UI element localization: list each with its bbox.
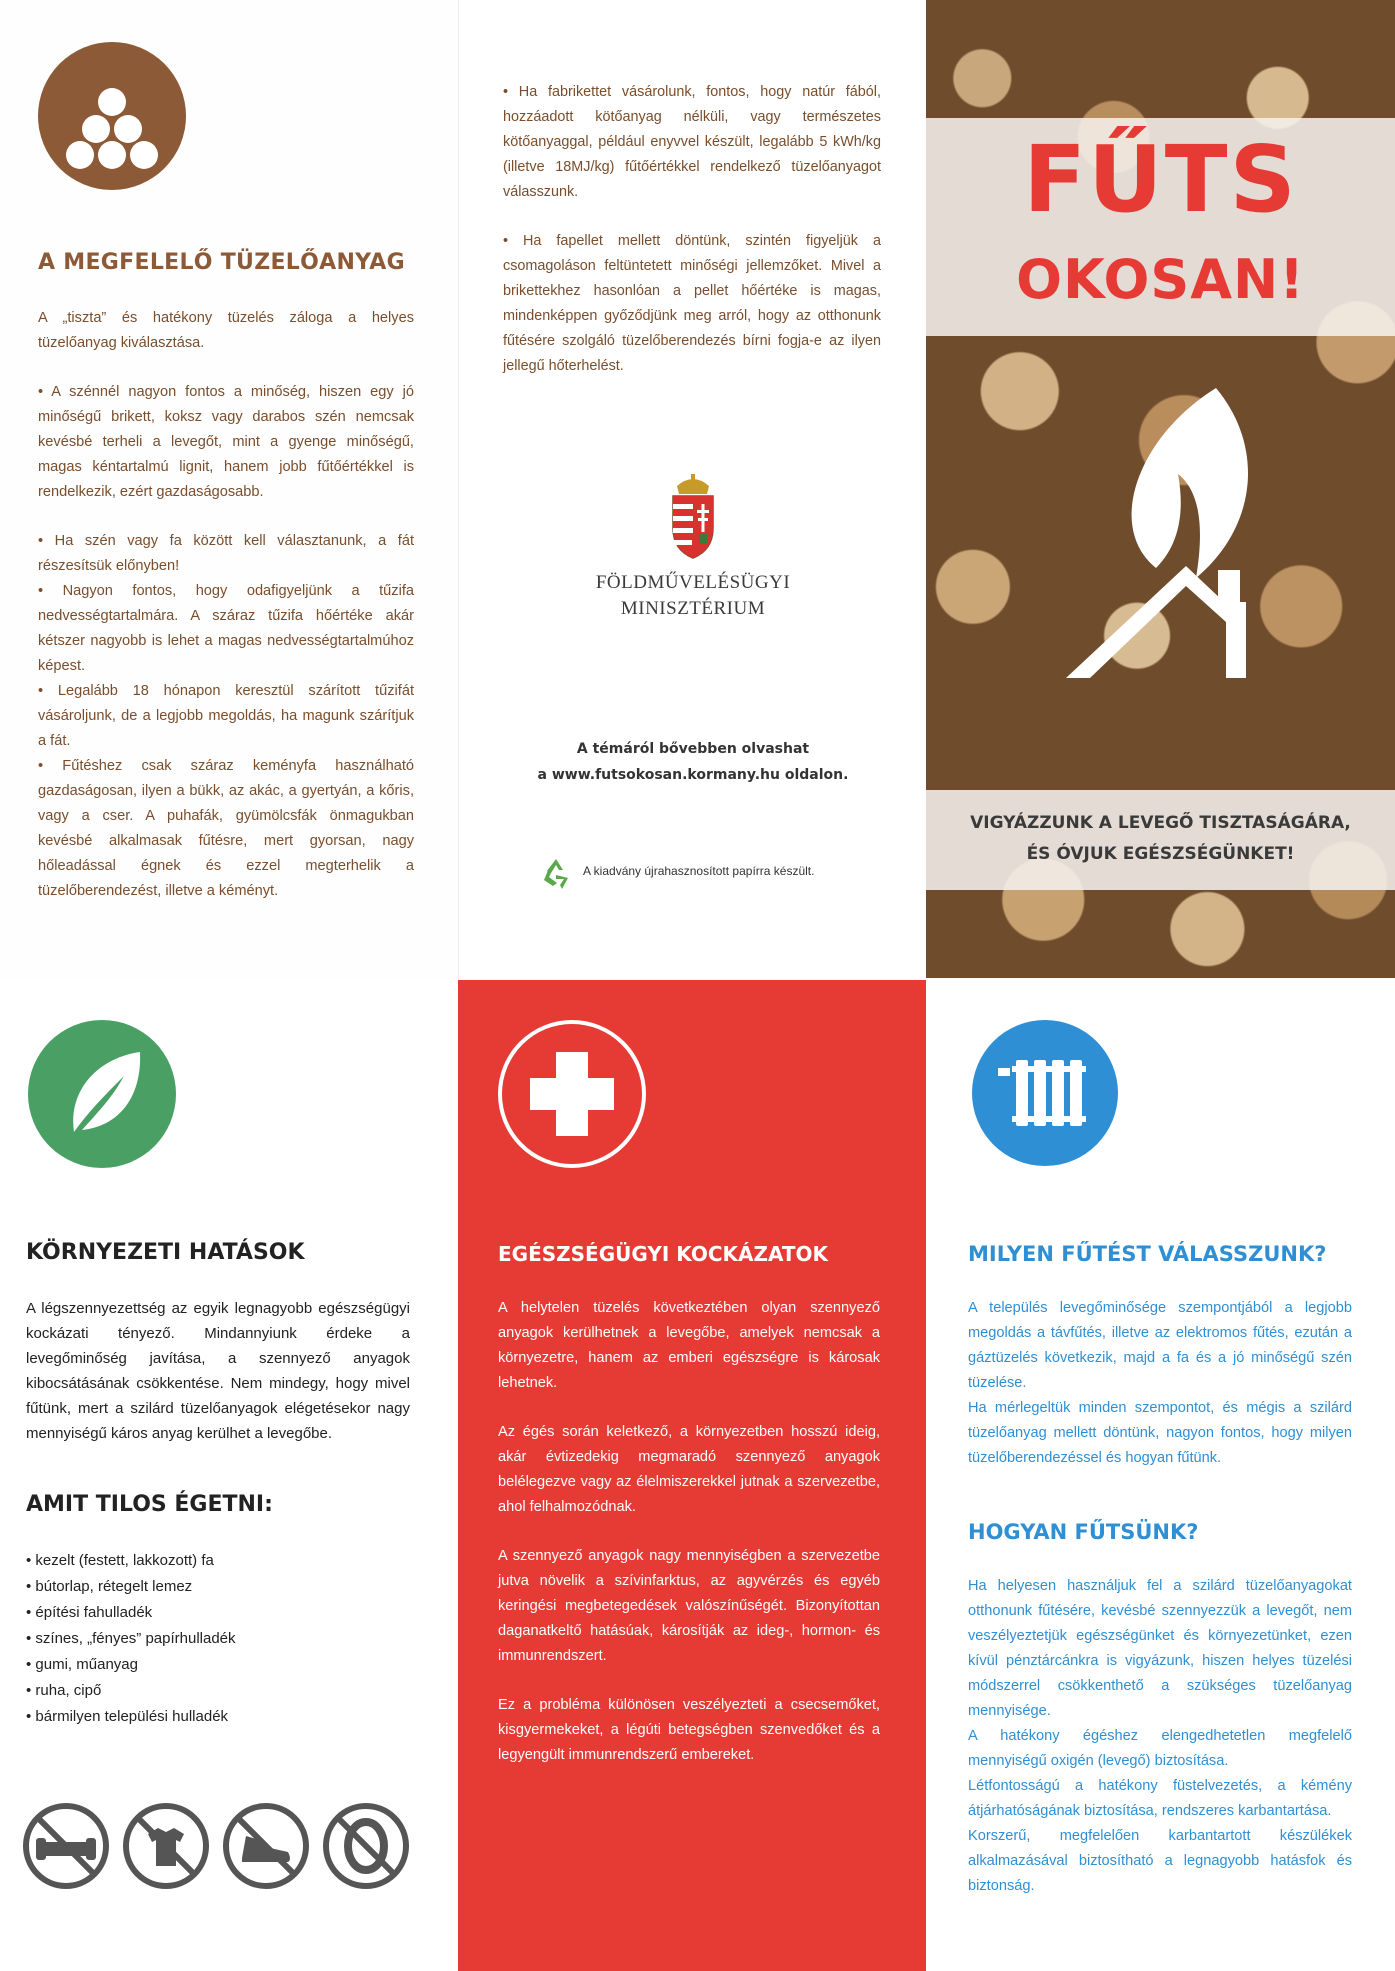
tagline-line1: VIGYÁZZUNK A LEVEGŐ TISZTASÁGÁRA, [970,813,1351,833]
section-heading: MILYEN FŰTÉST VÁLASSZUNK? [968,1242,1327,1266]
ministry-name-line1: FÖLDMŰVELÉSÜGYI [595,572,791,593]
recycle-icon [539,856,573,890]
panel-cover [926,0,1395,978]
list-item: • bármilyen települési hulladék [26,1704,236,1730]
paragraph: • Nagyon fontos, hogy odafigyeljünk a tűzifa nedvességtartalmára. A száraz tűzifa hőértéke akár kétszer nagyobb is lehet a magas nedvességtartalmúhoz képest. [38,583,414,674]
section-body [968,1296,1352,1471]
paragraph: Ha helyesen használjuk fel a szilárd tüzelőanyagokat otthonunk fűtésére, kevésbé szennyezzük a levegőt, nem veszélyeztetjük egészségünket és környezetünket, ezen kívül pénztárcánkra is vigyázunk, hiszen helyes tüzelési módszerrel csökkenthető a szükséges tüzelőanyag mennyisége. [968,1578,1352,1719]
forbidden-heading: AMIT TILOS ÉGETNI: [26,1492,273,1517]
paragraph: • Ha fabrikettet vásárolunk, fontos, hogy natúr fából, hozzáadott kötőanyag nélküli, vagy természetes kötőanyaggal, például enyvvel készült, legalább 5 kWh/kg (illetve 18MJ/kg) fűtőértékkel rendelkező tüzelőanyagot válasszunk. [503,84,881,200]
paragraph: A szennyező anyagok nagy mennyiségben a szervezetbe jutva növelik a szívinfarktus, az agyvérzés és egyéb keringési megbetegedések valószínűségét. Bizonyítottan daganatkeltő hatásúak, károsítják az ideg-, hormon- és immunrendszert. [498,1548,880,1664]
tagline-line2: ÉS ÓVJUK EGÉSZSÉGÜNKET! [1026,844,1295,864]
firewood-stack-icon [38,42,186,190]
no-furniture-icon [22,1802,110,1890]
paragraph: • Ha szén vagy fa között kell választanunk, a fát részesítsük előnyben! [38,533,414,574]
paragraph: • A szénnél nagyon fontos a minőség, hiszen egy jó minőségű brikett, koksz vagy darabos szén nemcsak kevésbé terheli a levegőt, mint a gyenge minőségű, magas kéntartalmú lignit, hanem jobb fűtőértékkel is rendelkezik, ezért gazdaságosabb. [38,384,414,500]
paragraph: Létfontosságú a hatékony füstelvezetés, a kémény átjárhatóságának biztosítása, rendszeres karbantartása. [968,1778,1352,1819]
medical-cross-icon [498,1020,646,1168]
section-body [38,306,414,904]
website-link[interactable]: a www.futsokosan.kormany.hu oldalon. [537,767,849,783]
ministry-name [459,570,927,622]
list-item: • kezelt (festett, lakkozott) fa [26,1548,236,1574]
list-item: • ruha, cipő [26,1678,236,1704]
panel-environment [0,980,458,1971]
panel-briquette [458,0,926,980]
section-body [503,80,881,403]
home-flame-icon [1046,378,1296,708]
list-item: • színes, „fényes” papírhulladék [26,1626,236,1652]
ministry-name-line2: MINISZTÉRIUM [620,598,766,619]
section-heading: KÖRNYEZETI HATÁSOK [26,1240,305,1265]
cover-title-line1: FŰTS [1023,126,1298,233]
section-body [498,1296,880,1792]
radiator-icon [972,1020,1118,1166]
paragraph: Ez a probléma különösen veszélyezteti a csecsemőket, kisgyermekeket, a légúti betegségben szenvedőket és a legyengült immunrendszerű embereket. [498,1697,880,1763]
paragraph: A légszennyezettség az egyik legnagyobb egészségügyi kockázati tényező. Mindannyiunk érdeke a levegőminőség javítása, a szennyező anyagok kibocsátásának csökkentése. Nem mindegy, hogy mivel fűtünk, mert a szilárd tüzelőanyagok elégetésekor nagy mennyiségű káros anyag kerülhet a levegőbe. [26,1300,410,1442]
paragraph: • Legalább 18 hónapon keresztül szárított tűzifát vásároljunk, de a legjobb megoldás, ha magunk szárítjuk a fát. [38,683,414,749]
paragraph: A helytelen tüzelés következtében olyan szennyező anyagok kerülhetnek a levegőbe, amelyek nemcsak a környezetre, hanem az emberi egészségre is károsak lehetnek. [498,1300,880,1391]
section-body-2 [968,1574,1352,1899]
panel-fuel [0,0,458,980]
paragraph: A „tiszta” és hatékony tüzelés záloga a helyes tüzelőanyag kiválasztása. [38,310,414,351]
paragraph: Korszerű, megfelelően karbantartott készülékek alkalmazásával biztosítható a legnagyobb hatásfok és biztonság. [968,1828,1352,1894]
section-heading-2: HOGYAN FŰTSÜNK? [968,1520,1199,1544]
list-item: • építési fahulladék [26,1600,236,1626]
paragraph: Az égés során keletkező, a környezetben hosszú ideig, akár évtizedekig megmaradó szennyező anyagok belélegezve vagy az élelmiszerekkel jutnak a szervezetbe, ahol felhalmozódnak. [498,1424,880,1515]
paragraph: • Ha fapellet mellett döntünk, szintén figyeljük a csomagoláson feltüntetett minőségi jellemzőket. Mivel a brikettekhez hasonlóan a pellet hőértéke is magas, mindenképpen győződjünk meg arról, hogy az otthonunk fűtésére szolgáló tüzelőberendezés bírni fogja-e az ilyen jellegű hőterhelést. [503,233,881,374]
coat-of-arms-icon [663,472,723,562]
forbidden-list [26,1548,236,1730]
list-item: • gumi, műanyag [26,1652,236,1678]
paragraph: Ha mérlegeltük minden szempontot, és mégis a szilárd tüzelőanyag mellett döntünk, nagyon fontos, hogy milyen tüzelőberendezéssel és hogyan fűtünk. [968,1400,1352,1466]
paragraph: A település levegőminősége szempontjából a legjobb megoldás a távfűtés, illetve az elektromos fűtés, ezután a gáztüzelés következik, majd a fa és a jó minőségű szén tüzelése. [968,1300,1352,1391]
panel-heating [926,980,1395,1971]
more-info-line1: A témáról bővebben olvashat [576,741,810,757]
cover-title-line2: OKOSAN! [1016,248,1305,311]
panel-health [458,980,926,1971]
section-heading: A MEGFELELŐ TÜZELŐANYAG [38,250,405,275]
list-item: • bútorlap, rétegelt lemez [26,1574,236,1600]
paragraph: A hatékony égéshez elengedhetetlen megfelelő mennyiségű oxigén (levegő) biztosítása. [968,1728,1352,1769]
recycled-note: A kiadvány újrahasznosított papírra készült. [583,864,815,878]
no-clothes-icon [122,1802,210,1890]
no-tyre-icon [322,1802,410,1890]
paragraph: • Fűtéshez csak száraz keményfa használható gazdaságosan, ilyen a bükk, az akác, a gyertyán, a kőris, vagy a cser. A puhafák, gyümölcsfák önmagukban kevésbé alkalmasak fűtésre, mert gyorsan, nagy hőleadással égnek és ezzel megterhelik a tüzelőberendezést, illetve a kéményt. [38,758,414,899]
more-info [459,736,927,788]
section-heading: EGÉSZSÉGÜGYI KOCKÁZATOK [498,1242,829,1266]
leaf-icon [28,1020,176,1168]
no-shoe-icon [222,1802,310,1890]
section-body [26,1296,410,1446]
